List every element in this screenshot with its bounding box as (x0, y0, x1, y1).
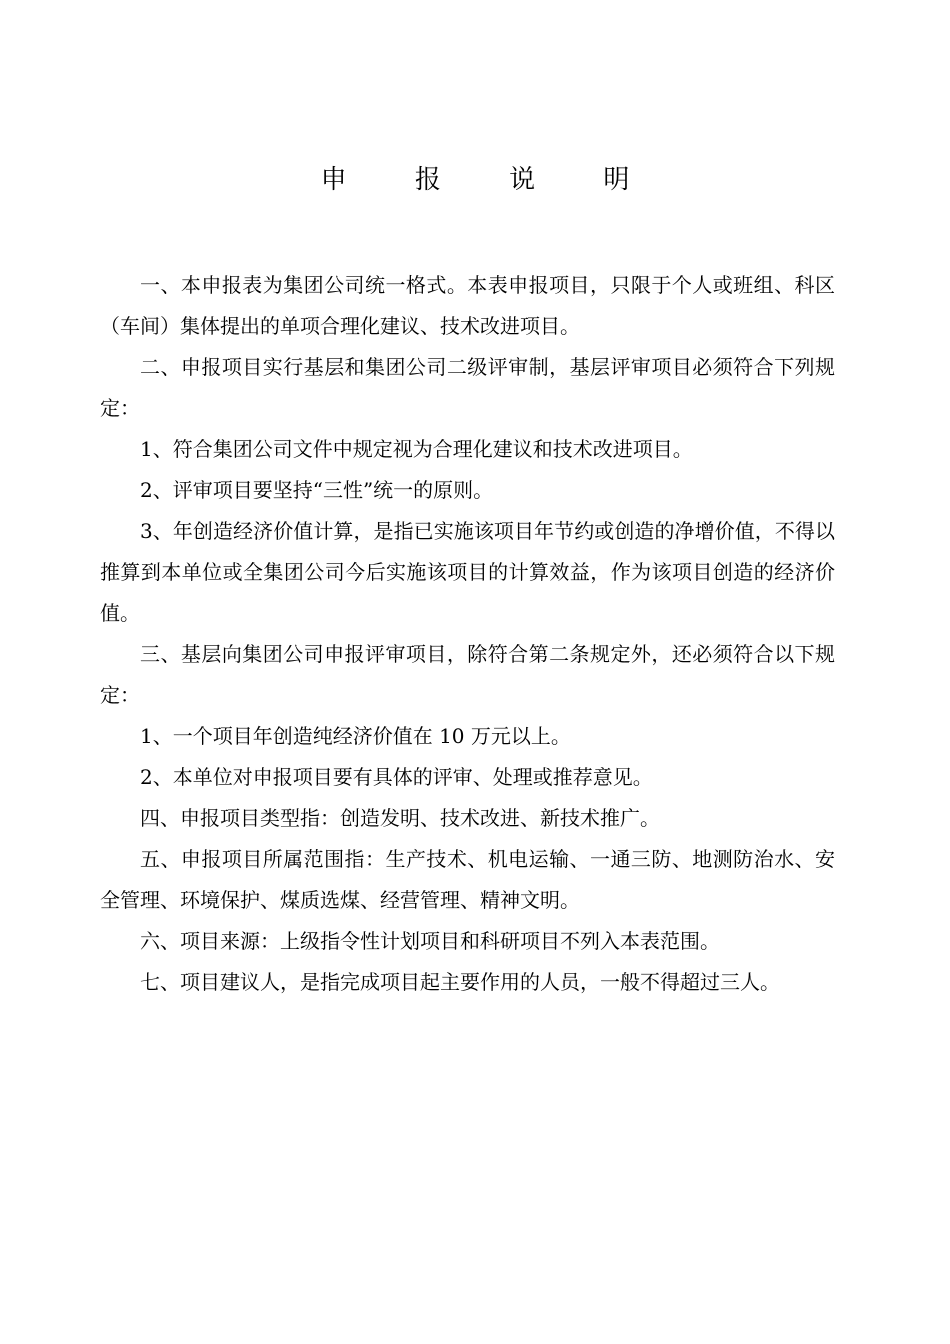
paragraph-7: 1、一个项目年创造纯经济价值在 10 万元以上。 (140, 724, 571, 748)
paragraph-2: 二、申报项目实行基层和集团公司二级评审制，基层评审项目必须符合下列规定： (100, 355, 835, 420)
paragraph-8: 2、本单位对申报项目要有具体的评审、处理或推荐意见。 (140, 765, 653, 789)
paragraph-10: 五、申报项目所属范围指：生产技术、机电运输、一通三防、地测防治水、安全管理、环境保护、煤质选煤、经营管理、精神文明。 (100, 847, 835, 912)
paragraph-5: 3、年创造经济价值计算，是指已实施该项目年节约或创造的净增价值，不得以推算到本单位或全集团公司今后实施该项目的计算效益，作为该项目创造的经济价值。 (100, 519, 835, 625)
paragraph-9: 四、申报项目类型指：创造发明、技术改进、新技术推广。 (140, 806, 660, 830)
paragraph-1: 一、本申报表为集团公司统一格式。本表申报项目，只限于个人或班组、科区（车间）集体提出的单项合理化建议、技术改进项目。 (100, 273, 835, 338)
paragraph-4: 2、评审项目要坚持“三性”统一的原则。 (140, 478, 494, 502)
instructions-body (100, 265, 835, 1003)
paragraph-3: 1、符合集团公司文件中规定视为合理化建议和技术改进项目。 (140, 437, 693, 461)
page-title: 申 报 说 明 (320, 165, 660, 195)
paragraph-12: 七、项目建议人，是指完成项目起主要作用的人员，一般不得超过三人。 (140, 970, 780, 994)
paragraph-6: 三、基层向集团公司申报评审项目，除符合第二条规定外，还必须符合以下规定： (100, 642, 835, 707)
paragraph-11: 六、项目来源：上级指令性计划项目和科研项目不列入本表范围。 (140, 929, 720, 953)
